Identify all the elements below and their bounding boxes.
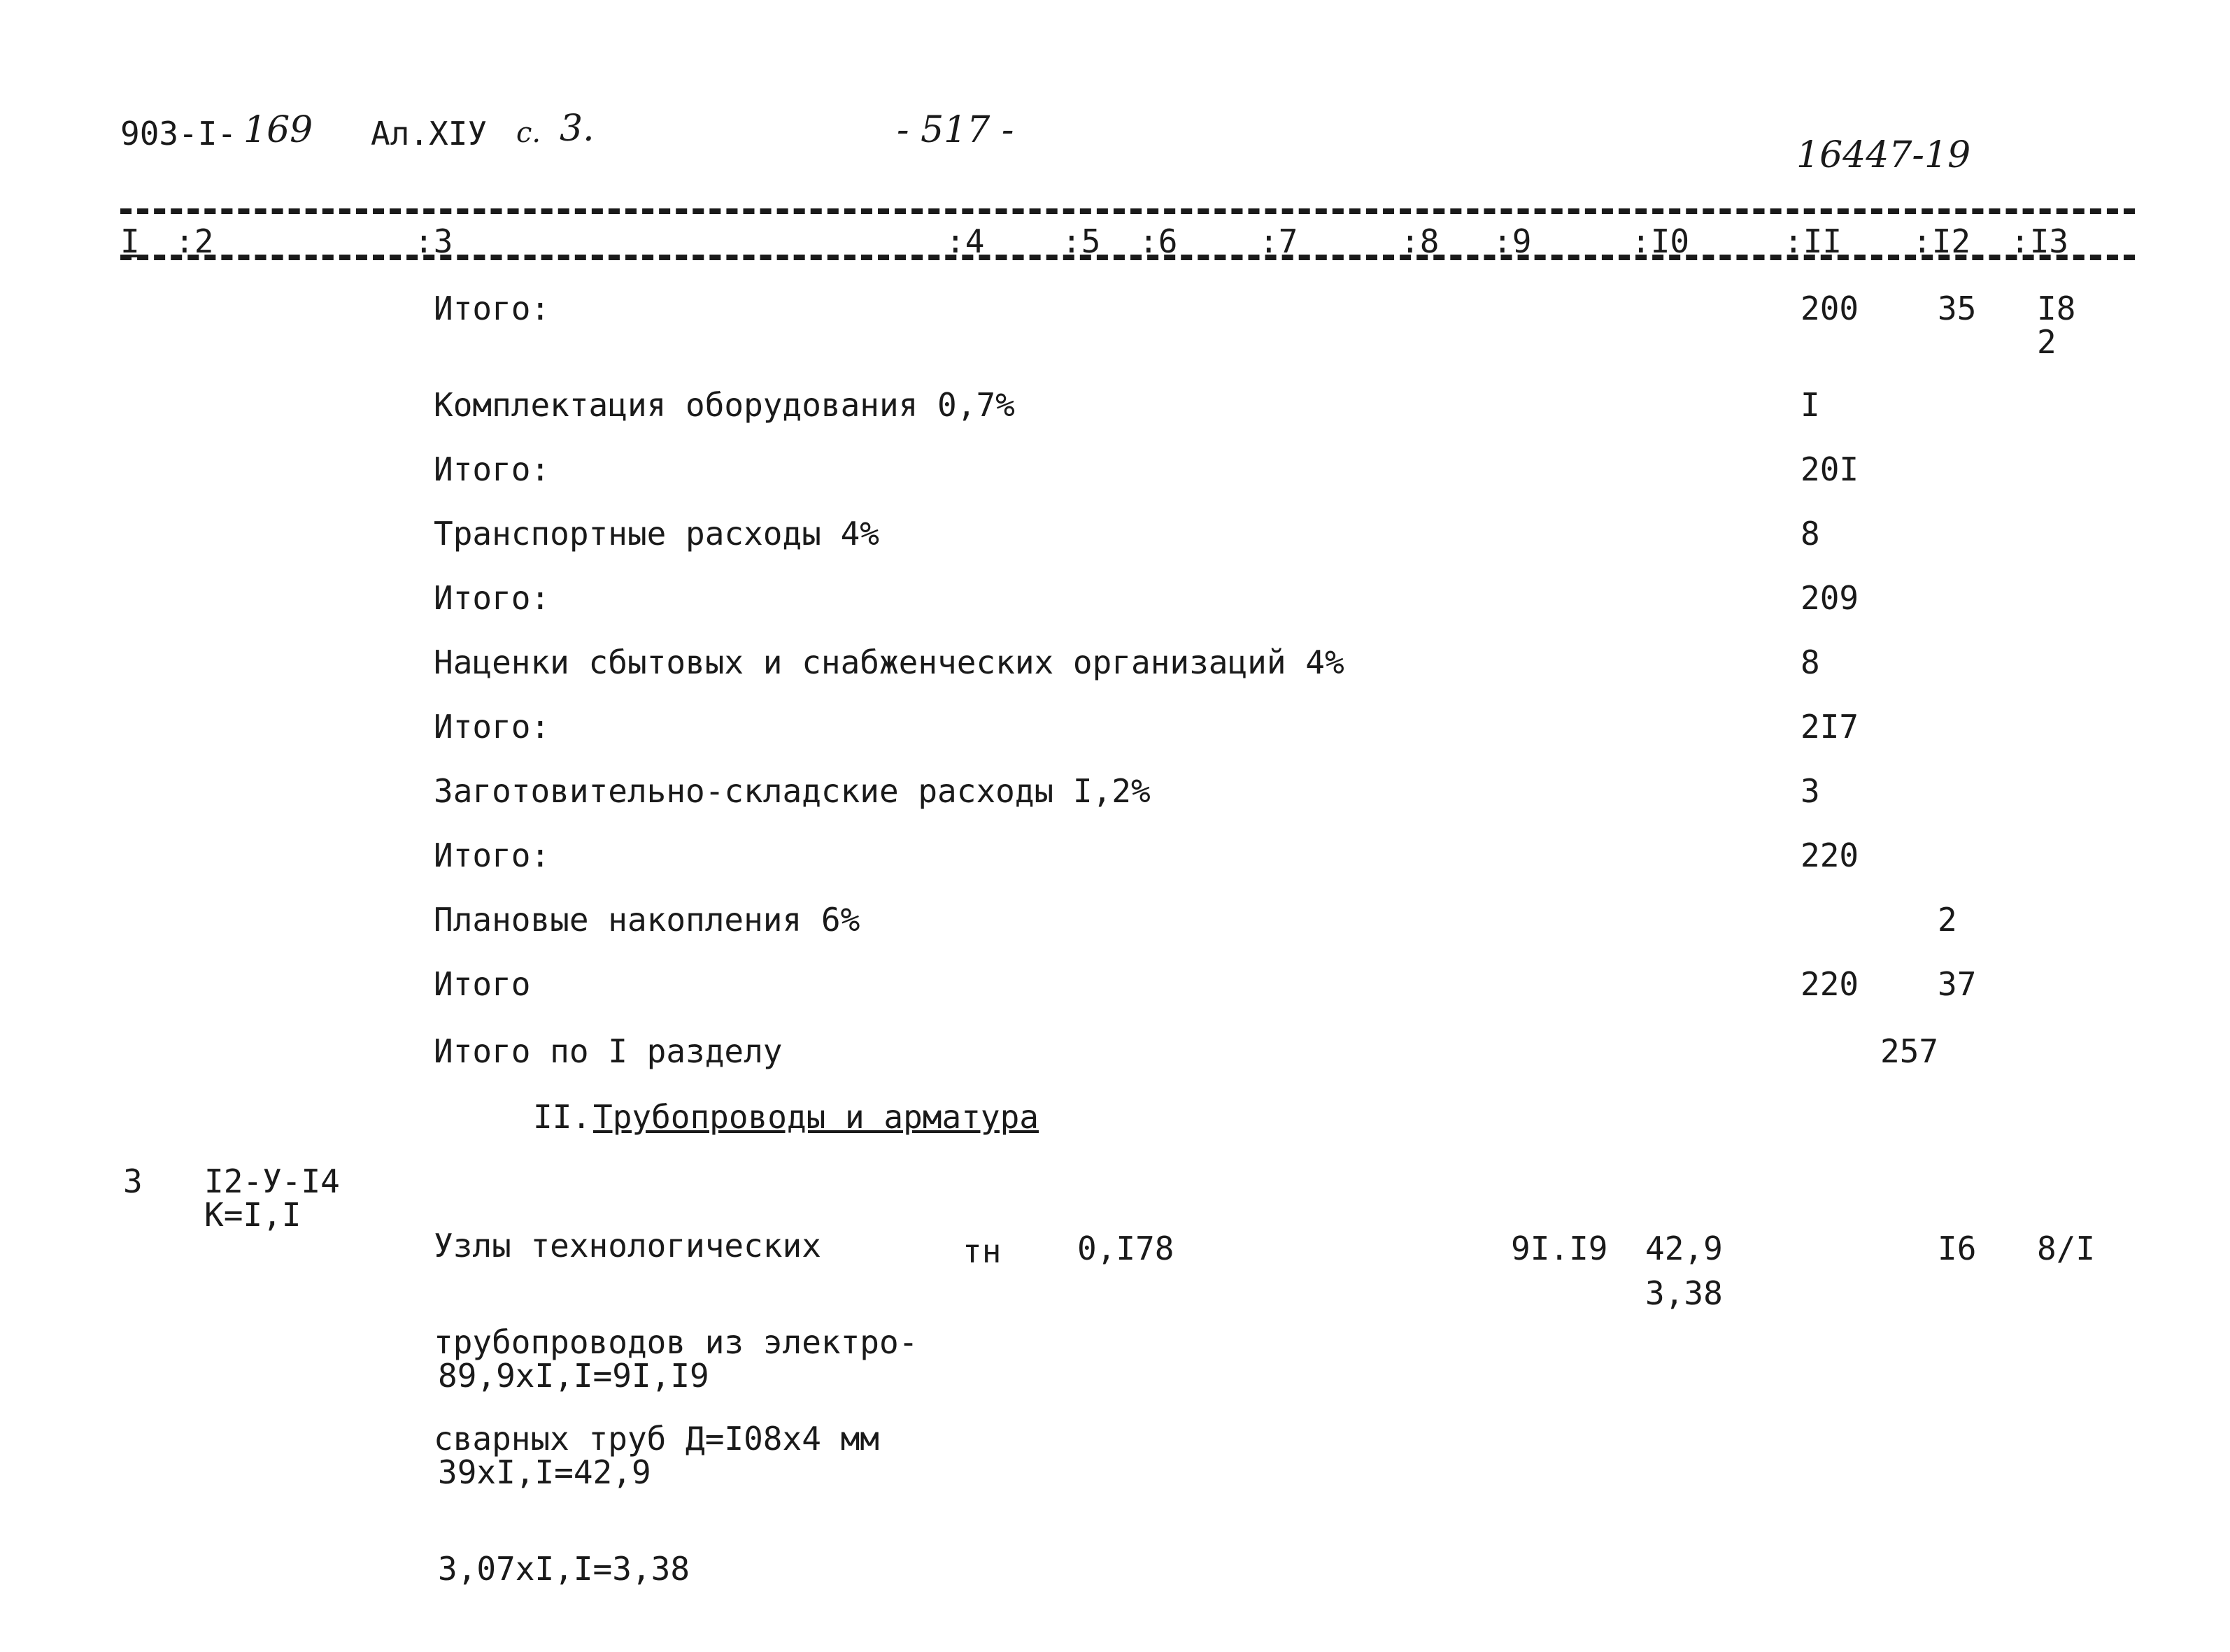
row-col11: 209: [1801, 579, 1859, 617]
item-col10-sub: 3,38: [1645, 1274, 1723, 1312]
doc-code: 903-I-: [120, 115, 237, 152]
row-col11: 3: [1801, 772, 1820, 810]
item-col12: I6: [1938, 1230, 1977, 1267]
item-desc-line: трубопроводов из электро-: [434, 1323, 918, 1361]
row-label: Итого:: [434, 450, 551, 488]
calc-line: 89,9хI,I=9I,I9: [438, 1357, 709, 1395]
row-label: Итого: [434, 965, 531, 1003]
row-col13: I8: [2037, 290, 2076, 327]
col-3: :3: [414, 222, 453, 260]
row-col11: 220: [1801, 965, 1859, 1003]
item-calculation: [438, 1295, 709, 1649]
row-label: Итого:: [434, 836, 551, 874]
row-label: Транспортные расходы 4%: [434, 515, 879, 553]
table-top-rule: [120, 208, 2135, 214]
col-11: :II: [1784, 222, 1842, 260]
calc-line: 39хI,I=42,9: [438, 1453, 651, 1491]
row-col13-sub: 2: [2037, 323, 2057, 361]
item-desc-line: Узлы технологических: [434, 1227, 821, 1265]
row-label: Заготовительно-складские расходы I,2%: [434, 772, 1151, 810]
row-col12: 35: [1938, 290, 1977, 327]
album-label: Ал.XIУ: [371, 115, 488, 152]
item-code: I2-У-I4: [204, 1162, 340, 1200]
sheet-number: 3.: [560, 108, 595, 150]
row-col11: 20I: [1801, 450, 1859, 488]
row-label: Плановые накопления 6%: [434, 901, 860, 939]
row-col11: 200: [1801, 290, 1859, 327]
col-1: I: [120, 222, 140, 260]
row-col11: 8: [1801, 643, 1820, 681]
col-7: :7: [1259, 222, 1298, 260]
col-5: :5: [1062, 222, 1101, 260]
row-col11: 8: [1801, 515, 1820, 553]
row-col11: 2I7: [1801, 708, 1859, 746]
col-9: :9: [1493, 222, 1532, 260]
col-10: :I0: [1631, 222, 1690, 260]
row-col11: 220: [1801, 836, 1859, 874]
row-label: Итого:: [434, 708, 551, 746]
col-13: :I3: [2010, 222, 2069, 260]
row-col12: 37: [1938, 965, 1977, 1003]
item-position: 3: [123, 1162, 143, 1200]
item-coefficient: К=I,I: [204, 1196, 301, 1234]
row-col12: 2: [1938, 901, 1957, 939]
col-8: :8: [1400, 222, 1440, 260]
section-title: Трубопроводы и арматура: [593, 1098, 1039, 1136]
page-number: - 517 -: [897, 109, 1014, 151]
row-label: Наценки сбытовых и снабженческих организаций 4%: [434, 643, 1344, 681]
col-4: :4: [946, 222, 985, 260]
row-label: Итого:: [434, 290, 551, 327]
col-6: :6: [1139, 222, 1178, 260]
doc-number: 169: [243, 109, 313, 151]
col-2: :2: [175, 222, 214, 260]
row-label: Итого по I разделу: [434, 1032, 783, 1070]
calc-line: 3,07хI,I=3,38: [438, 1550, 690, 1588]
section-number: II.: [533, 1098, 592, 1136]
col-12: :I2: [1912, 222, 1971, 260]
row-label: Комплектация оборудования 0,7%: [434, 386, 1015, 424]
item-quantity: 0,I78: [1077, 1230, 1174, 1267]
item-unit: тн: [963, 1232, 1002, 1270]
item-col13: 8/I: [2037, 1230, 2096, 1267]
stamp-number: 16447-19: [1796, 134, 1971, 176]
row-col11: I: [1801, 386, 1820, 424]
item-col9: 9I.I9: [1511, 1230, 1608, 1267]
row-label: Итого:: [434, 579, 551, 617]
item-col10: 42,9: [1645, 1230, 1723, 1267]
sheet-prefix: с.: [516, 117, 541, 149]
item-desc-line: сварных труб Д=I08х4 мм: [434, 1420, 879, 1458]
row-col11-12: 257: [1880, 1032, 1939, 1070]
